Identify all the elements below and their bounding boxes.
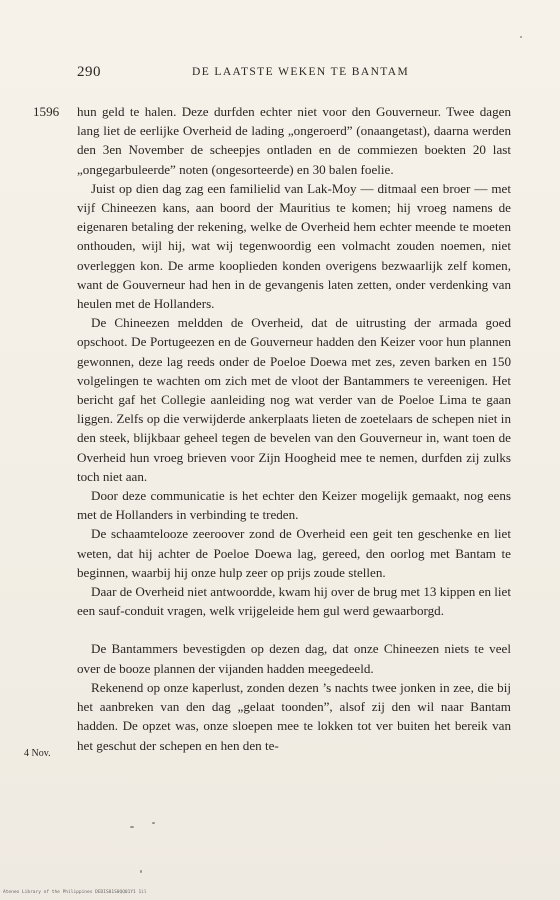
paragraph-1: hun geld te halen. Deze durfden echter niet voor den Gouverneur. Twee dagen lang liet de eerlijke Overheid de lading „ongeroerd” (onaangetast), daarna werden den 3en November de scheepjes ontladen en de commiezen boekten 20 last „ongegarbuleerde” noten (ongesorteerde) en 30 balen foelie.	[77, 104, 511, 177]
library-stamp: Ateneo Library of the Philippines DEDIS01S0QQ01Y1 1il	[3, 890, 147, 895]
running-title: DE LAATSTE WEKEN TE BANTAM	[192, 66, 410, 78]
page-number: 290	[77, 64, 101, 80]
margin-year: 1596	[33, 104, 60, 119]
body-text	[77, 102, 511, 755]
paragraph-3: De Chineezen meldden de Overheid, dat de uitrusting der armada goed opschoot. De Portugeezen en de Gouverneur hadden den Keizer voor hun plannen gewonnen, deze lag reeds onder de Poeloe Doewa met zes, zeven barken en 150 volgelingen te wachten om zich met de vloot der Bantammers te vereenigen. Het bericht gaf het Collegie aanleiding nog wat verder van de Poeloe Lima te gaan liggen. Zelfs op die verwijderde ankerplaats lieten de zoetelaars de schepen niet in den steek, blijkbaar geheel tegen de bevelen van den Gouverneur in, want toen de Overheid hun vroeg brieven voor Zijn Hoogheid mee te nemen, durfden zij zulks toch niet aan.	[77, 315, 511, 484]
paragraph-5: De schaamtelooze zeeroover zond de Overheid een geit ten geschenke en liet weten, dat hij achter de Poeloe Doewa lag, gereed, den oorlog met Bantam te beginnen, waarbij hij onze hulp zeer op prijs zoude stellen.	[77, 526, 511, 580]
page-header	[77, 64, 497, 84]
paragraph-8: Rekenend op onze kaperlust, zonden dezen ’s nachts twee jonken in zee, die bij het aanbreken van den dag „gelaat toonden”, alsof zij den wil naar Bantam hadden. De opzet was, onze sloepen mee te lokken tot ver buiten het bereik van het geschut der schepen en hen den te-	[77, 679, 511, 753]
paragraph-4: Door deze communicatie is het echter den Keizer mogelijk gemaakt, nog eens met de Hollanders in verbinding te treden.	[77, 488, 511, 523]
paragraph-2: Juist op dien dag zag een familielid van Lak-Moy — ditmaal een broer — met vijf Chineezen kans, aan boord der Mauritius te komen; hij vroeg namens de eigenaren betaling der rekening, welke de Overheid hem echter meende te moeten onthouden, wijl hij, wat wij tegenwoordig een volmacht zouden noemen, niet overleggen kon. De arme kooplieden konden overigens bezwaarlijk zelf komen, want de Gouverneur had hen in de gevangenis laten zetten, onder verdenking van heulen met de Hollanders.	[77, 180, 511, 312]
scan-speck	[130, 826, 134, 828]
paragraph-6: Daar de Overheid niet antwoordde, kwam hij over de brug met 13 kippen en liet een sauf-conduit vragen, welk vrijgeleide hem gul werd gewaarborgd.	[77, 584, 511, 619]
scan-speck	[152, 822, 155, 824]
scan-speck	[520, 36, 522, 38]
margin-date-note: 4 Nov.	[24, 748, 51, 759]
paragraph-7: De Bantammers bevestigden op dezen dag, dat onze Chineezen niets te veel over de booze plannen der vijanden hadden meegedeeld.	[77, 641, 511, 676]
scan-speck	[140, 870, 142, 873]
